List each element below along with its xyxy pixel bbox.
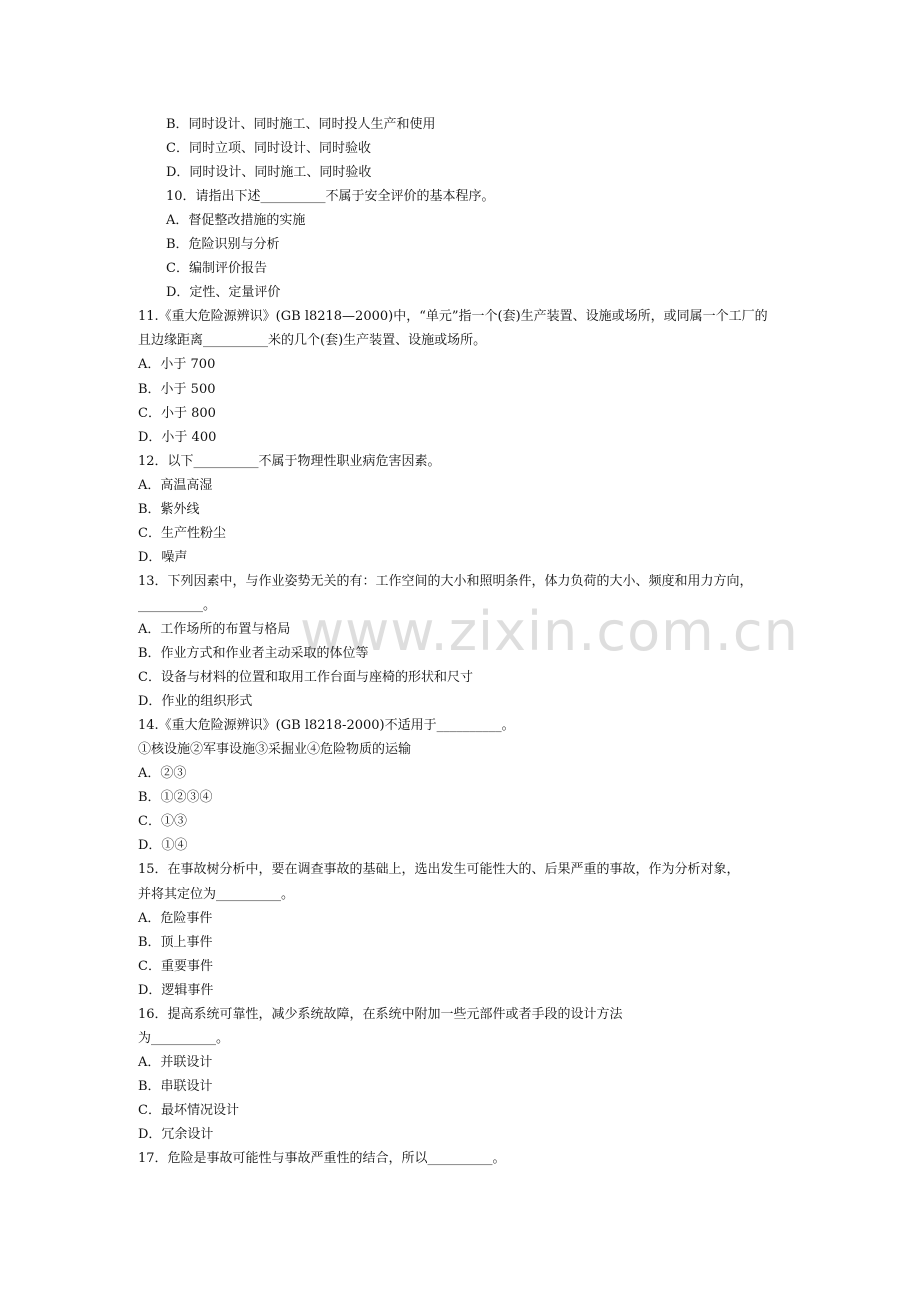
question-line: 并将其定位为__________。 <box>138 886 295 902</box>
option-line: C．①③ <box>138 814 187 830</box>
question-line: 13．下列因素中，与作业姿势无关的有：工作空间的大小和照明条件，体力负荷的大小、频度和用力方向， <box>138 573 753 589</box>
option-line: A．②③ <box>138 766 187 782</box>
option-line: B．作业方式和作业者主动采取的体位等 <box>138 646 369 662</box>
option-line: D．同时设计、同时施工、同时验收 <box>166 165 372 181</box>
option-line: A．小于 700 <box>138 357 216 373</box>
option-line: C．最坏情况设计 <box>138 1102 239 1118</box>
question-line: ①核设施②军事设施③采掘业④危险物质的运输 <box>138 742 412 758</box>
option-line: B．紫外线 <box>138 501 200 517</box>
option-line: C．同时立项、同时设计、同时验收 <box>166 141 371 157</box>
option-line: B．顶上事件 <box>138 934 213 950</box>
option-line: B．危险识别与分析 <box>166 237 280 253</box>
option-line: A．工作场所的布置与格局 <box>138 621 291 637</box>
option-line: B．同时设计、同时施工、同时投人生产和使用 <box>166 117 436 132</box>
question-line: 为__________。 <box>138 1030 230 1046</box>
option-line: B．小于 500 <box>138 381 216 397</box>
option-line: C．生产性粉尘 <box>138 525 226 541</box>
question-line: 14.《重大危险源辨识》(GB l8218-2000)不适用于__________。 <box>138 718 515 734</box>
option-line: D．作业的组织形式 <box>138 694 253 710</box>
option-line: C．编制评价报告 <box>166 261 267 277</box>
question-line: 10．请指出下述__________不属于安全评价的基本程序。 <box>166 189 495 205</box>
option-line: D．定性、定量评价 <box>166 285 281 301</box>
option-line: D．①④ <box>138 838 188 854</box>
option-line: C．设备与材料的位置和取用工作台面与座椅的形状和尺寸 <box>138 670 473 686</box>
question-line: 12．以下__________不属于物理性职业病危害因素。 <box>138 453 441 469</box>
option-line: A．高温高湿 <box>138 477 213 493</box>
option-line: B．串联设计 <box>138 1078 213 1094</box>
option-line: D．逻辑事件 <box>138 982 214 998</box>
question-line: 且边缘距离__________米的几个(套)生产装置、设施或场所。 <box>138 333 487 349</box>
option-line: A．危险事件 <box>138 910 213 926</box>
option-line: A．督促整改措施的实施 <box>166 213 306 229</box>
watermark: www.zixin.com.cn <box>300 600 799 663</box>
option-line: D．噪声 <box>138 549 188 565</box>
question-line: 15．在事故树分析中，要在调查事故的基础上，选出发生可能性大的、后果严重的事故，作为分析对象， <box>138 862 740 878</box>
question-line: 17．危险是事故可能性与事故严重性的结合，所以__________。 <box>138 1151 506 1167</box>
option-line: B．①②③④ <box>138 790 213 806</box>
option-line: C．小于 800 <box>138 405 216 421</box>
question-line: __________。 <box>138 597 217 613</box>
option-line: D．冗余设计 <box>138 1126 214 1142</box>
question-text-block <box>0 113 920 1171</box>
question-line: 11.《重大危险源辨识》(GB l8218—2000)中，“单元”指一个(套)生产装置、设施或场所，或同属一个工厂的 <box>138 309 768 325</box>
option-line: D．小于 400 <box>138 429 217 445</box>
option-line: A．并联设计 <box>138 1054 213 1070</box>
option-line: C．重要事件 <box>138 958 213 974</box>
question-line: 16．提高系统可靠性，减少系统故障，在系统中附加一些元部件或者手段的设计方法 <box>138 1006 623 1022</box>
